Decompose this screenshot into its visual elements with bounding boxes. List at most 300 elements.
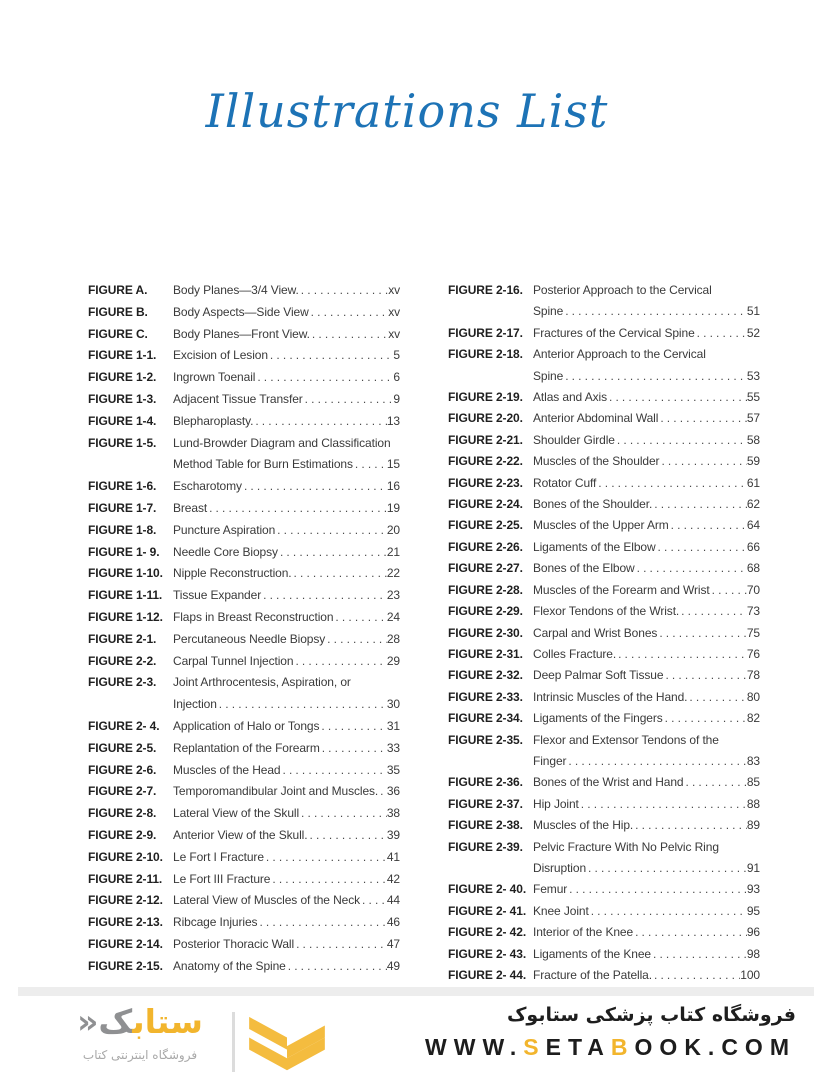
figure-title-text: Breast <box>173 500 208 515</box>
figure-entry <box>173 651 400 673</box>
figure-title-text: Flexor Tendons of the Wrist. <box>533 604 680 619</box>
figure-entry <box>173 890 400 912</box>
figure-label: FIGURE 1-4. <box>88 413 157 428</box>
url-segment: OOK.COM <box>634 1034 796 1060</box>
dot-leader <box>278 542 387 564</box>
figure-entry <box>533 387 760 408</box>
entry-title-line <box>533 515 760 536</box>
entry-title-line <box>173 760 400 782</box>
figure-label: FIGURE 2-9. <box>88 827 157 842</box>
dot-leader <box>270 869 386 891</box>
figure-label: FIGURE 2-12. <box>88 893 163 908</box>
entry-title-line <box>533 494 760 515</box>
dot-leader <box>659 451 746 472</box>
logo-divider <box>232 1012 235 1072</box>
entry-title-line <box>173 934 400 956</box>
figure-entry <box>533 944 760 965</box>
figure-label: FIGURE 2-1. <box>88 631 157 646</box>
page-number: 28 <box>386 631 400 646</box>
figure-entry <box>173 629 400 651</box>
entry-title-line <box>173 738 400 760</box>
entry-title-line <box>533 280 760 301</box>
dot-leader <box>589 901 747 922</box>
page-number: 35 <box>386 762 400 777</box>
entry-title-line <box>533 408 760 429</box>
figure-title-text: Muscles of the Upper Arm <box>533 518 669 533</box>
page-number: 98 <box>746 946 760 961</box>
figure-label: FIGURE 2-34. <box>448 711 523 726</box>
entry-title-line <box>173 672 400 694</box>
dot-leader <box>633 922 747 943</box>
figure-label: FIGURE 2-19. <box>448 390 523 405</box>
figure-entry <box>173 607 400 629</box>
dot-leader <box>586 858 747 879</box>
page-number: 31 <box>386 718 400 733</box>
figure-label: FIGURE 2-21. <box>448 432 523 447</box>
figure-title-text: Anterior View of the Skull. <box>173 827 308 842</box>
figure-row <box>448 772 760 793</box>
figure-row <box>88 956 400 978</box>
entry-title-line <box>533 730 760 751</box>
dot-leader <box>261 585 387 607</box>
figure-entry <box>173 934 400 956</box>
entry-title-line <box>533 366 760 387</box>
figure-title-text: Ingrown Toenail <box>173 370 256 385</box>
dot-leader <box>257 912 386 934</box>
page-number: 64 <box>746 518 760 533</box>
page-number: 62 <box>746 497 760 512</box>
figure-entry <box>533 837 760 880</box>
figure-label: FIGURE 2- 4. <box>88 718 160 733</box>
page-number: 33 <box>386 740 400 755</box>
dot-leader <box>687 687 746 708</box>
page-number: 44 <box>386 893 400 908</box>
figure-label: FIGURE C. <box>88 326 148 341</box>
dot-leader <box>652 494 747 515</box>
page-number: 39 <box>386 827 400 842</box>
figure-label: FIGURE 2-22. <box>448 454 523 469</box>
entry-title-line <box>533 580 760 601</box>
figure-label: FIGURE 2-17. <box>448 325 523 340</box>
dot-leader <box>333 607 386 629</box>
figure-row <box>88 345 400 367</box>
figure-entry <box>533 280 760 323</box>
figure-entry <box>173 760 400 782</box>
figure-row <box>88 890 400 912</box>
figure-label: FIGURE 2-23. <box>448 475 523 490</box>
entry-title-line <box>173 302 400 324</box>
page-number: 53 <box>746 368 760 383</box>
figure-entry <box>173 345 400 367</box>
figure-entry <box>533 558 760 579</box>
page-number: 52 <box>746 325 760 340</box>
page-number: 66 <box>746 539 760 554</box>
entry-title-line <box>173 542 400 564</box>
figure-entry <box>173 324 400 346</box>
dot-leader <box>310 324 388 346</box>
dot-leader <box>651 944 747 965</box>
dot-leader <box>679 601 747 622</box>
footer-right <box>425 1002 796 1061</box>
page-number: 78 <box>746 668 760 683</box>
entry-title-line <box>533 665 760 686</box>
dot-leader <box>579 794 747 815</box>
page-number: 68 <box>746 561 760 576</box>
page-number: 51 <box>746 304 760 319</box>
figure-title-text: Lateral View of the Skull <box>173 806 300 821</box>
dot-leader <box>656 537 747 558</box>
figure-entry <box>173 825 400 847</box>
entry-title-line <box>533 387 760 408</box>
figure-title-text: Excision of Lesion <box>173 348 268 363</box>
figure-label: FIGURE 2-32. <box>448 668 523 683</box>
entry-title-line <box>173 716 400 738</box>
figure-title-text: Spine <box>533 304 564 319</box>
figure-row <box>448 515 760 536</box>
dot-leader <box>255 367 393 389</box>
dot-leader <box>294 934 387 956</box>
dot-leader <box>307 825 386 847</box>
figure-entry <box>533 537 760 558</box>
figure-entry <box>173 912 400 934</box>
figure-label: FIGURE 2-27. <box>448 561 523 576</box>
figure-title-text: Knee Joint <box>533 903 589 918</box>
dot-leader <box>281 760 387 782</box>
url-segment-accent: B <box>610 1034 635 1060</box>
figure-entry <box>173 738 400 760</box>
url-segment-accent: S <box>523 1034 546 1060</box>
page-number: 58 <box>746 432 760 447</box>
entry-title-line <box>533 879 760 900</box>
page-number: 15 <box>386 457 400 472</box>
figure-label: FIGURE 2-25. <box>448 518 523 533</box>
figure-row <box>88 912 400 934</box>
figure-entry <box>173 585 400 607</box>
figure-row <box>88 607 400 629</box>
figure-label: FIGURE 2-11. <box>88 871 163 886</box>
figure-label: FIGURE 2- 44. <box>448 968 527 982</box>
dot-leader <box>596 473 747 494</box>
dot-leader <box>303 389 394 411</box>
figure-title-text: Lund-Browder Diagram and Classification <box>173 435 391 450</box>
url-segment: ETA <box>545 1034 611 1060</box>
figure-entry <box>533 430 760 451</box>
figure-title-text: Carpal and Wrist Bones <box>533 625 658 640</box>
figure-title-text: Needle Core Biopsy <box>173 544 278 559</box>
entry-title-line <box>533 430 760 451</box>
figure-label: FIGURE 2-16. <box>448 283 523 297</box>
figure-row <box>448 644 760 665</box>
entry-title-line <box>173 454 400 476</box>
figure-label: FIGURE 2- 41. <box>448 903 527 918</box>
figure-entry <box>533 901 760 922</box>
figure-label: FIGURE 2-20. <box>448 411 523 426</box>
figure-title-text: Posterior Approach to the Cervical <box>533 283 712 297</box>
dot-leader <box>563 366 747 387</box>
entry-title-line <box>173 563 400 585</box>
dot-leader <box>309 302 389 324</box>
entry-title-line <box>173 651 400 673</box>
entry-title-line <box>533 965 760 986</box>
dot-leader <box>652 965 740 986</box>
page-number: 88 <box>746 796 760 811</box>
entry-title-line <box>533 794 760 815</box>
page-number: 47 <box>386 936 400 951</box>
figure-row <box>88 389 400 411</box>
figure-entry <box>533 323 760 344</box>
entry-title-line <box>533 537 760 558</box>
figure-entry <box>173 803 400 825</box>
figure-title-text: Rotator Cuff <box>533 475 597 490</box>
entry-title-line <box>173 324 400 346</box>
dot-leader <box>207 498 387 520</box>
entry-title-line <box>533 858 760 879</box>
entry-title-line <box>533 451 760 472</box>
figure-title-text: Anatomy of the Spine <box>173 958 286 973</box>
figure-title-text: Femur <box>533 882 568 897</box>
page-number: 80 <box>746 689 760 704</box>
figure-entry <box>533 708 760 729</box>
figure-entry <box>533 344 760 387</box>
figure-entry <box>533 665 760 686</box>
figure-entry <box>173 781 400 803</box>
figure-row <box>88 651 400 673</box>
figure-label: FIGURE 2-3. <box>88 675 157 690</box>
figure-title-text: Flexor and Extensor Tendons of the <box>533 732 719 747</box>
page-number: xv <box>388 283 400 297</box>
page-number: 38 <box>386 806 400 821</box>
page-number: 55 <box>746 390 760 405</box>
entry-title-line <box>173 869 400 891</box>
figure-row <box>448 815 760 836</box>
figure-entry <box>533 408 760 429</box>
page-number: 93 <box>746 882 760 897</box>
page-number: 96 <box>746 925 760 940</box>
figure-row <box>448 879 760 900</box>
page-number: xv <box>388 326 400 341</box>
figure-entry <box>533 580 760 601</box>
figure-label: FIGURE 2-6. <box>88 762 157 777</box>
dot-leader <box>292 563 387 585</box>
figure-label: FIGURE 2-31. <box>448 646 523 661</box>
page-number: 13 <box>386 413 400 428</box>
page-number: 29 <box>386 653 400 668</box>
entry-title-line <box>173 847 400 869</box>
figure-row <box>88 803 400 825</box>
figure-title-text: Le Fort I Fracture <box>173 849 264 864</box>
figure-title-text: Fractures of the Cervical Spine <box>533 325 695 340</box>
figure-title-text: Body Planes—Front View. <box>173 326 310 341</box>
figure-label: FIGURE 2-8. <box>88 806 157 821</box>
figure-title-text: Anterior Approach to the Cervical <box>533 347 706 362</box>
figure-entry <box>173 302 400 324</box>
page-number: 19 <box>386 500 400 515</box>
figure-label: FIGURE 2-14. <box>88 936 163 951</box>
figure-label: FIGURE A. <box>88 283 148 297</box>
figure-entry <box>173 672 400 716</box>
dot-leader <box>268 345 394 367</box>
page-number: 23 <box>386 588 400 603</box>
figure-row <box>88 825 400 847</box>
figure-row <box>88 738 400 760</box>
entry-title-line <box>173 607 400 629</box>
entry-title-line <box>533 944 760 965</box>
figure-row <box>448 601 760 622</box>
figure-label: FIGURE 2-13. <box>88 915 163 930</box>
dot-leader <box>253 411 387 433</box>
figure-row <box>448 665 760 686</box>
figure-entry <box>173 847 400 869</box>
figure-title-text: Escharotomy <box>173 479 242 494</box>
figure-row <box>448 965 760 986</box>
dot-leader <box>242 476 387 498</box>
entry-title-line <box>173 433 400 455</box>
figure-title-text: Interior of the Knee <box>533 925 634 940</box>
figure-entry <box>173 869 400 891</box>
figure-title-text: Application of Halo or Tongs <box>173 718 320 733</box>
dot-leader <box>567 879 747 900</box>
dot-leader <box>299 803 387 825</box>
entry-title-line <box>533 473 760 494</box>
dot-leader <box>320 738 387 760</box>
figure-label: FIGURE 2- 43. <box>448 946 527 961</box>
entry-title-line <box>173 912 400 934</box>
figure-label: FIGURE 2-24. <box>448 497 523 512</box>
figure-label: FIGURE 2-15. <box>88 958 163 973</box>
figure-entry <box>173 433 400 477</box>
figure-entry <box>173 476 400 498</box>
entry-title-line <box>533 772 760 793</box>
entry-title-line <box>173 956 400 978</box>
figure-title-text: Muscles of the Head <box>173 762 281 777</box>
entry-title-line <box>173 825 400 847</box>
figure-row <box>448 537 760 558</box>
logo-tagline: فروشگاه اینترنتی کتاب <box>82 1048 198 1062</box>
page-number: 42 <box>386 871 400 886</box>
figure-row <box>448 623 760 644</box>
figure-title-text: Ligaments of the Fingers <box>533 711 663 726</box>
figure-title-text: Carpal Tunnel Injection <box>173 653 294 668</box>
dot-leader <box>658 408 747 429</box>
entry-title-line <box>533 601 760 622</box>
figure-row <box>88 324 400 346</box>
figure-title-text: Nipple Reconstruction. <box>173 566 292 581</box>
figure-row <box>88 542 400 564</box>
figure-label: FIGURE 2-30. <box>448 625 523 640</box>
figure-row <box>88 629 400 651</box>
figure-title-text: Flaps in Breast Reconstruction <box>173 609 334 624</box>
figure-entry <box>173 956 400 978</box>
entry-title-line <box>173 389 400 411</box>
page-edge-divider <box>18 987 814 996</box>
entry-title-line <box>173 629 400 651</box>
figure-entry <box>173 498 400 520</box>
figure-title-text: Fracture of the Patella. <box>533 968 652 982</box>
figure-label: FIGURE 2-5. <box>88 740 157 755</box>
figure-row <box>88 302 400 324</box>
illustrations-column-right <box>448 280 760 986</box>
page-title: Illustrations List <box>205 84 609 138</box>
figure-label: FIGURE 1-6. <box>88 479 157 494</box>
figure-label: FIGURE 2-7. <box>88 784 157 799</box>
page-number: 75 <box>746 625 760 640</box>
page-number: 100 <box>740 968 760 982</box>
figure-title-text: Intrinsic Muscles of the Hand. <box>533 689 688 704</box>
figure-label: FIGURE 2-18. <box>448 347 523 362</box>
figure-row <box>88 672 400 716</box>
figure-row <box>448 451 760 472</box>
figure-title-text: Ligaments of the Elbow <box>533 539 656 554</box>
figure-row <box>448 687 760 708</box>
figure-label: FIGURE 1-8. <box>88 522 157 537</box>
figure-row <box>448 280 760 323</box>
page-number: 9 <box>393 391 400 406</box>
dot-leader <box>286 956 387 978</box>
figure-row <box>88 760 400 782</box>
figure-title-text: Muscles of the Shoulder <box>533 454 660 469</box>
dot-leader <box>563 301 747 322</box>
figure-entry <box>533 644 760 665</box>
page-number: 24 <box>386 609 400 624</box>
figure-label: FIGURE 2- 42. <box>448 925 527 940</box>
figure-entry <box>173 542 400 564</box>
dot-leader <box>616 644 747 665</box>
figure-title-text: Temporomandibular Joint and Muscles. <box>173 784 379 799</box>
dot-leader <box>633 815 747 836</box>
page-number: 57 <box>746 411 760 426</box>
page-number: xv <box>388 304 400 319</box>
figure-entry <box>533 794 760 815</box>
figure-title-text: Body Aspects—Side View <box>173 304 309 319</box>
figure-label: FIGURE 2-29. <box>448 604 523 619</box>
page-number: 91 <box>746 860 760 875</box>
figure-label: FIGURE 2-26. <box>448 539 523 554</box>
figure-label: FIGURE 1-7. <box>88 500 157 515</box>
entry-title-line <box>533 323 760 344</box>
entry-title-line <box>533 623 760 644</box>
figure-label: FIGURE 2-37. <box>448 796 523 811</box>
dot-leader <box>299 280 388 302</box>
dot-leader <box>293 651 386 673</box>
figure-row <box>448 837 760 880</box>
figure-title-text: Spine <box>533 368 564 383</box>
entry-title-line <box>173 367 400 389</box>
figure-title-text: Lateral View of Muscles of the Neck <box>173 893 361 908</box>
figure-entry <box>533 494 760 515</box>
entry-title-line <box>173 411 400 433</box>
figure-title-text: Muscles of the Hip. <box>533 818 634 833</box>
dot-leader <box>710 580 747 601</box>
figure-row <box>88 498 400 520</box>
figure-entry <box>173 367 400 389</box>
figure-title-text: Tissue Expander <box>173 588 262 603</box>
figure-row <box>88 847 400 869</box>
figure-row <box>448 708 760 729</box>
figure-entry <box>533 730 760 773</box>
dot-leader <box>615 430 747 451</box>
figure-label: FIGURE 2-35. <box>448 732 523 747</box>
figure-row <box>448 473 760 494</box>
figure-label: FIGURE 1-2. <box>88 370 157 385</box>
entry-title-line <box>533 558 760 579</box>
figure-row <box>448 580 760 601</box>
figure-title-text: Bones of the Wrist and Hand <box>533 775 684 790</box>
figure-row <box>88 520 400 542</box>
figure-row <box>88 411 400 433</box>
dot-leader <box>264 847 387 869</box>
page-number: 70 <box>746 582 760 597</box>
figure-row <box>88 934 400 956</box>
